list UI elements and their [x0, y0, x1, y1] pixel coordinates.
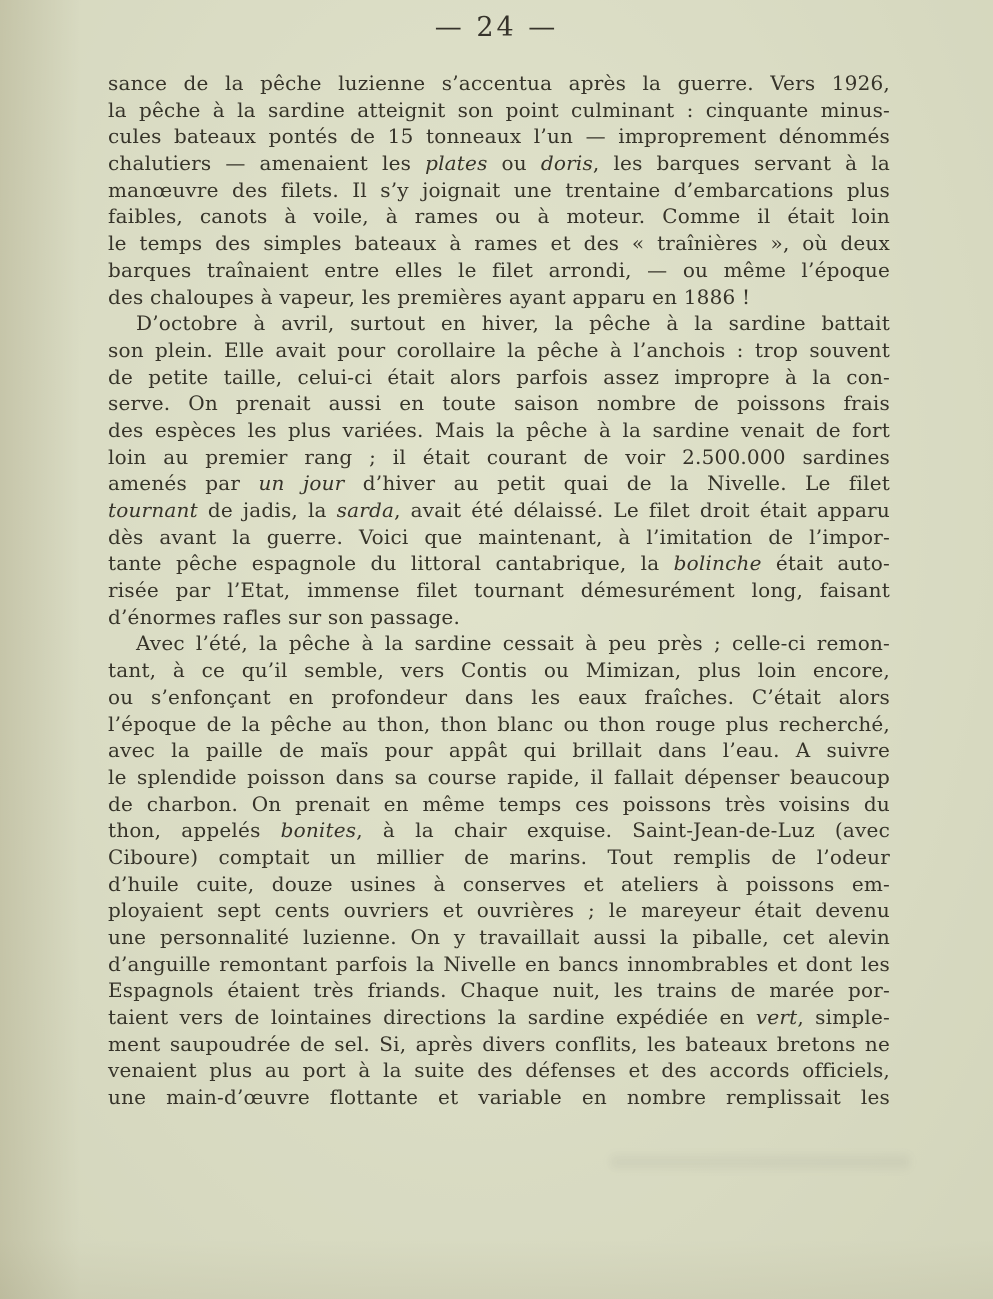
paragraph: [108, 630, 890, 1110]
text-segment: avec la paille de maïs pour appât qui brillait dans l’eau. A suivre: [108, 738, 890, 763]
text-segment: barques traînaient entre elles le filet arrondi, — ou même l’époque: [108, 257, 890, 282]
ink-showthrough-smudge: [610, 1155, 910, 1169]
text-line: [108, 604, 890, 631]
text-line: [108, 390, 890, 417]
text-segment: taient vers de lointaines directions la sardine expédiée en: [108, 1005, 756, 1030]
text-line: [108, 871, 890, 898]
text-segment: le temps des simples bateaux à rames et des « traînières », où deux: [108, 231, 890, 256]
text-line: [108, 951, 890, 978]
text-line: [108, 97, 890, 124]
text-line: [108, 684, 890, 711]
text-block: [108, 70, 890, 1111]
text-segment: d’huile cuite, douze usines à conserves et ateliers à poissons em-: [108, 871, 890, 896]
text-segment: , avait été délaissé. Le filet droit était apparu: [394, 498, 891, 522]
text-segment: ou s’enfonçant en profondeur dans les eaux fraîches. C’était alors: [108, 684, 890, 709]
text-line: [108, 657, 890, 684]
text-segment: de charbon. On prenait en même temps ces poissons très voisins du: [108, 791, 890, 816]
text-segment: de petite taille, celui-ci était alors parfois assez impropre à la con-: [108, 364, 890, 389]
text-segment: ployaient sept cents ouvriers et ouvrières ; le mareyeur était devenu: [108, 898, 890, 923]
text-line: [108, 230, 890, 257]
text-segment: la pêche à la sardine atteignit son point culminant : cinquante minus-: [108, 97, 890, 122]
text-segment: Espagnols étaient très friands. Chaque nuit, les trains de marée por-: [108, 978, 890, 1003]
text-segment: d’anguille remontant parfois la Nivelle en bancs innombrables et dont les: [108, 951, 890, 976]
paragraph: [108, 310, 890, 630]
text-line: [108, 711, 890, 738]
text-line: [108, 70, 890, 97]
text-line: [108, 1057, 890, 1084]
text-line: [108, 417, 890, 444]
text-segment: des espèces les plus variées. Mais la pêche à la sardine venait de fort: [108, 417, 890, 442]
text-line: [108, 977, 890, 1004]
italic-text-segment: vert: [755, 1005, 798, 1030]
text-segment: D’octobre à avril, surtout en hiver, la pêche à la sardine battait: [136, 311, 890, 336]
text-line: [108, 337, 890, 364]
text-segment: venaient plus au port à la suite des défenses et des accords officiels,: [108, 1058, 890, 1083]
text-segment: son plein. Elle avait pour corollaire la pêche à l’anchois : trop souvent: [108, 337, 890, 362]
text-segment: tant, à ce qu’il semble, vers Contis ou Mimizan, plus loin encore,: [108, 658, 890, 683]
text-line: [108, 817, 890, 844]
text-segment: une main-d’œuvre flottante et variable en nombre remplissait les: [108, 1085, 890, 1110]
text-line: [108, 844, 890, 871]
text-line: [108, 257, 890, 284]
text-segment: de jadis, la: [197, 498, 337, 522]
italic-text-segment: bolinche: [673, 551, 762, 576]
text-line: [108, 444, 890, 471]
text-segment: chalutiers — amenaient les: [108, 151, 426, 176]
text-line: [108, 150, 890, 177]
text-line: [108, 1031, 890, 1058]
text-segment: le splendide poisson dans sa course rapide, il fallait dépenser beaucoup: [108, 764, 890, 789]
page-bottom-edge-shadow: [0, 1239, 993, 1299]
text-line: [108, 310, 890, 337]
text-line: [108, 764, 890, 791]
text-line: [108, 577, 890, 604]
text-line: [108, 524, 890, 551]
text-segment: amenés par: [108, 471, 259, 496]
page-number: — 24 —: [434, 12, 559, 43]
italic-text-segment: doris: [540, 151, 593, 176]
text-segment: cules bateaux pontés de 15 tonneaux l’un — improprement dénommés: [108, 124, 890, 149]
text-segment: était auto-: [761, 551, 890, 576]
text-line: [108, 123, 890, 150]
text-line: [108, 364, 890, 391]
text-line: [108, 284, 890, 311]
text-segment: loin au premier rang ; il était courant de voir 2.500.000 sardines: [108, 444, 890, 469]
text-segment: sance de la pêche luzienne s’accentua après la guerre. Vers 1926,: [108, 71, 890, 95]
text-segment: ment saupoudrée de sel. Si, après divers conflits, les bateaux bretons ne: [108, 1031, 890, 1056]
text-line: [108, 1004, 890, 1031]
text-line: [108, 630, 890, 657]
italic-text-segment: plates: [425, 151, 488, 176]
text-segment: faibles, canots à voile, à rames ou à moteur. Comme il était loin: [108, 204, 890, 229]
text-segment: , simple-: [797, 1005, 890, 1030]
text-segment: une personnalité luzienne. On y travaillait aussi la piballe, cet alevin: [108, 925, 890, 949]
text-line: [108, 550, 890, 577]
italic-text-segment: un jour: [258, 471, 345, 496]
text-segment: ou: [487, 151, 541, 176]
text-segment: , à la chair exquise. Saint-Jean-de-Luz (avec: [356, 818, 890, 843]
text-line: [108, 1084, 890, 1111]
text-line: [108, 924, 890, 951]
text-segment: risée par l’Etat, immense filet tournant démesurément long, faisant: [108, 578, 890, 603]
text-segment: Ciboure) comptait un millier de marins. Tout remplis de l’odeur: [108, 844, 890, 869]
text-segment: thon, appelés: [108, 818, 281, 843]
text-line: [108, 177, 890, 204]
text-segment: Avec l’été, la pêche à la sardine cessait à peu près ; celle-ci remon-: [136, 631, 890, 656]
text-segment: des chaloupes à vapeur, les premières ayant apparu en 1886 !: [108, 284, 751, 309]
paragraph: [108, 70, 890, 310]
text-line: [108, 737, 890, 764]
text-segment: l’époque de la pêche au thon, thon blanc ou thon rouge plus recherché,: [108, 711, 890, 736]
text-line: [108, 203, 890, 230]
text-line: [108, 791, 890, 818]
text-segment: d’énormes rafles sur son passage.: [108, 604, 461, 629]
text-segment: serve. On prenait aussi en toute saison nombre de poissons frais: [108, 391, 890, 416]
text-segment: tante pêche espagnole du littoral cantabrique, la: [108, 551, 674, 576]
text-segment: , les barques servant à la: [592, 151, 890, 176]
italic-text-segment: tournant: [108, 498, 198, 522]
text-line: [108, 470, 890, 497]
text-segment: dès avant la guerre. Voici que maintenant, à l’imitation de l’impor-: [108, 524, 890, 549]
text-line: [108, 897, 890, 924]
page-left-edge-shadow: [0, 0, 80, 1299]
italic-text-segment: sarda: [336, 498, 395, 522]
text-line: [108, 497, 890, 524]
text-segment: manœuvre des filets. Il s’y joignait une trentaine d’embarcations plus: [108, 177, 890, 202]
italic-text-segment: bonites: [280, 818, 357, 843]
text-segment: d’hiver au petit quai de la Nivelle. Le filet: [344, 471, 890, 496]
